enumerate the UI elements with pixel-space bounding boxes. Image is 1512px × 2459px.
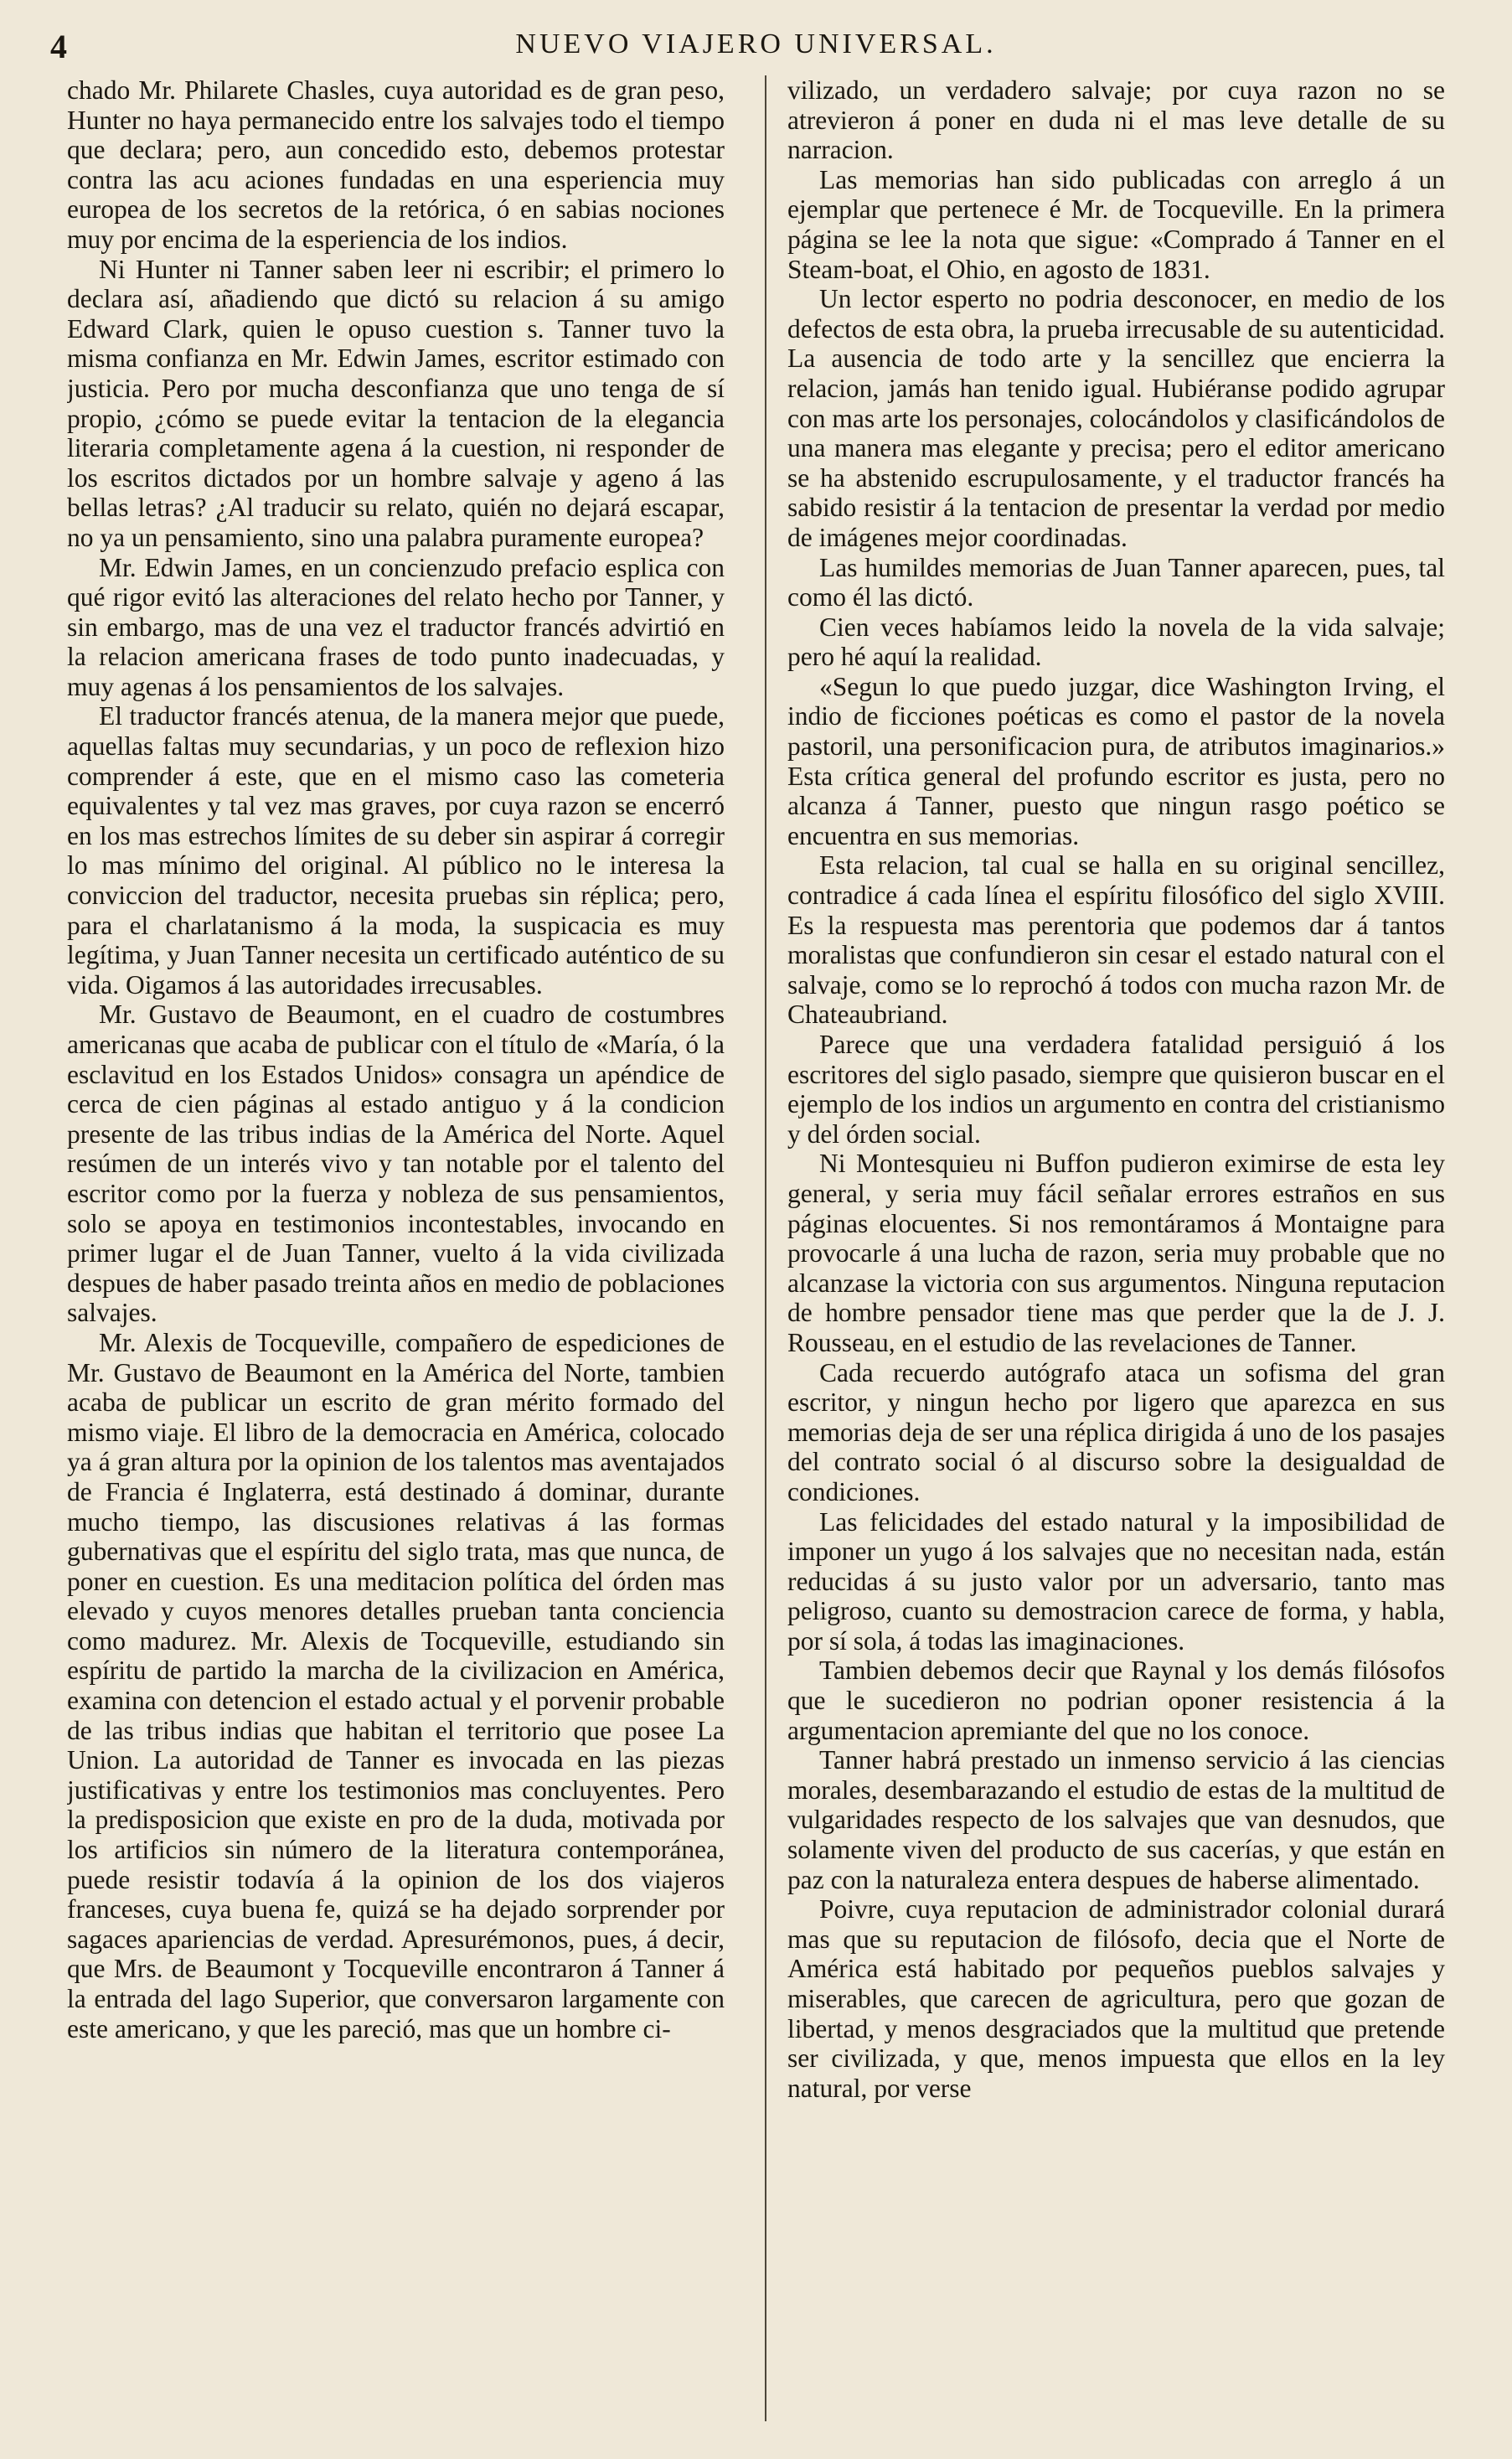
paragraph: Las memorias han sido publicadas con arreglo á un ejemplar que pertenece é Mr. de Tocqueville. En la primera página se lee la nota que sigue: «Comprado á Tanner en el Steam-boat, el Ohio, en agosto de 1831.	[787, 164, 1445, 284]
paragraph: Un lector esperto no podria desconocer, en medio de los defectos de esta obra, la prueba irrecusable de su autenticidad. La ausencia de todo arte y la sencillez que encierra la relacion, jamás han tenido igual. Hubiéranse podido agrupar con mas arte los personajes, colocándolos y clasificándolos de una manera mas elegante y precisa; pero el editor americano se ha abstenido escrupulosamente, y el traductor francés ha sabido resistir á la tentacion de presentar la verdad por medio de imágenes mejor coordinadas.	[787, 284, 1445, 552]
paragraph: Tambien debemos decir que Raynal y los demás filósofos que le sucedieron no podrian oponer resistencia á la argumentacion apremiante del que no los conoce.	[787, 1656, 1445, 1745]
right-column	[787, 75, 1445, 2430]
paragraph: Tanner habrá prestado un inmenso servicio á las ciencias morales, desembarazando el estudio de estas de la multitud de vulgaridades respecto de los salvajes que van desnudos, que solamente viven del producto de sus cacerías, y que están en paz con la naturaleza entera despues de haberse alimentado.	[787, 1745, 1445, 1894]
left-column	[67, 75, 725, 2430]
paragraph: Cada recuerdo autógrafo ataca un sofisma del gran escritor, y ningun hecho por ligero que aparezca en sus memorias deja de ser una réplica dirigida á uno de los pasajes del contrato social ó al discurso sobre la desigualdad de condiciones.	[787, 1357, 1445, 1506]
column-divider	[765, 75, 766, 2421]
paragraph: Poivre, cuya reputacion de administrador colonial durará mas que su reputacion de filósofo, decia que el Norte de América está habitado por pequeños pueblos salvajes y miserables, que carecen de agricultura, pero que gozan de libertad, y menos desgraciados que la multitud que pretende ser civilizada, y que, menos impuesta que ellos en la ley natural, por verse	[787, 1894, 1445, 2103]
page-header	[50, 23, 1462, 70]
paragraph: Mr. Edwin James, en un concienzudo prefacio esplica con qué rigor evitó las alteraciones del relato hecho por Tanner, y sin embargo, mas de una vez el traductor francés advirtió en la relacion americana frases de todo punto inadecuadas, y muy agenas á los pensamientos de los salvajes.	[67, 552, 725, 701]
paragraph: El traductor francés atenua, de la manera mejor que puede, aquellas faltas muy secundarias, y un poco de reflexion hizo comprender á este, que en el mismo caso las cometeria equivalentes y tal vez mas graves, por cuya razon se encerró en los mas estrechos límites de su deber sin aspirar á corregir lo mas mínimo del original. Al público no le interesa la conviccion del traductor, necesita pruebas sin réplica; pero, para el charlatanismo á la moda, la suspicacia es muy legítima, y Juan Tanner necesita un certificado auténtico de su vida. Oigamos á las autoridades irrecusables.	[67, 701, 725, 1000]
paragraph: «Segun lo que puedo juzgar, dice Washington Irving, el indio de ficciones poéticas es como el pastor de la novela pastoril, una personificacion pura, de atributos imaginarios.» Esta crítica general del profundo escritor es justa, pero no alcanza á Tanner, puesto que ningun rasgo poético se encuentra en sus memorias.	[787, 671, 1445, 850]
paragraph: Mr. Gustavo de Beaumont, en el cuadro de costumbres americanas que acaba de publicar con el título de «María, ó la esclavitud en los Estados Unidos» consagra un apéndice de cerca de cien páginas al estado antiguo y á la condicion presente de las tribus indias de la América del Norte. Aquel resúmen de un interés vivo y tan notable por el talento del escritor como por la fuerza y nobleza de sus pensamientos, solo se apoya en testimonios incontestables, invocando en primer lugar el de Juan Tanner, vuelto á la vida civilizada despues de haber pasado treinta años en medio de poblaciones salvajes.	[67, 1000, 725, 1328]
paragraph: Ni Montesquieu ni Buffon pudieron eximirse de esta ley general, y seria muy fácil señalar errores estraños en sus páginas elocuentes. Si nos remontáramos á Montaigne para provocarle á una lucha de razon, seria muy probable que no alcanzase la victoria con sus argumentos. Ninguna reputacion de hombre pensador tiene mas que perder que la de J. J. Rousseau, en el estudio de las revelaciones de Tanner.	[787, 1149, 1445, 1357]
paragraph: Ni Hunter ni Tanner saben leer ni escribir; el primero lo declara así, añadiendo que dictó su relacion á su amigo Edward Clark, quien le opuso cuestion s. Tanner tuvo la misma confianza en Mr. Edwin James, escritor estimado con justicia. Pero por mucha desconfianza que uno tenga de sí propio, ¿cómo se puede evitar la tentacion de la elegancia literaria completamente agena á la cuestion, ni responder de los escritos dictados por un hombre salvaje y ageno á las bellas letras? ¿Al traducir su relato, quién no dejará escapar, no ya un pensamiento, sino una palabra puramente europea?	[67, 254, 725, 552]
paragraph: Mr. Alexis de Tocqueville, compañero de espediciones de Mr. Gustavo de Beaumont en la América del Norte, tambien acaba de publicar un escrito de gran mérito formado del mismo viaje. El libro de la democracia en América, colocado ya á gran altura por la opinion de los talentos mas aventajados de Francia é Inglaterra, está destinado á dominar, durante mucho tiempo, las discusiones relativas á las formas gubernativas que el espíritu del siglo trata, mas que nunca, de poner en cuestion. Es una meditacion política del órden mas elevado y cuyos menores detalles prueban tanta conciencia como madurez. Mr. Alexis de Tocqueville, estudiando sin espíritu de partido la marcha de la civilizacion en América, examina con detencion el estado actual y el porvenir probable de las tribus indias que habitan el territorio que posee La Union. La autoridad de Tanner es invocada en las piezas justificativas y entre los testimonios mas concluyentes. Pero la predisposicion que existe en pro de la duda, motivada por los artificios sin número de la literatura contemporánea, puede resistir todavía á la opinion de los dos viajeros franceses, cuya buena fe, quizá se ha dejado sorprender por sagaces apariencias de verdad. Apresurémonos, pues, á decir, que Mrs. de Beaumont y Tocqueville encontraron á Tanner á la entrada del lago Superior, que conversaron largamente con este americano, y que les pareció, mas que un hombre ci-	[67, 1327, 725, 2043]
paragraph: Las humildes memorias de Juan Tanner aparecen, pues, tal como él las dictó.	[787, 552, 1445, 612]
paragraph: Parece que una verdadera fatalidad persiguió á los escritores del siglo pasado, siempre que quisieron buscar en el ejemplo de los indios un argumento en contra del cristianismo y del órden social.	[787, 1030, 1445, 1149]
paragraph: Cien veces habíamos leido la novela de la vida salvaje; pero hé aquí la realidad.	[787, 612, 1445, 672]
paragraph: vilizado, un verdadero salvaje; por cuya razon no se atrevieron á poner en duda ni el mas leve detalle de su narracion.	[787, 75, 1445, 165]
page-number: 4	[50, 28, 67, 65]
paragraph: Las felicidades del estado natural y la imposibilidad de imponer un yugo á los salvajes que no necesitan nada, están reducidas á su justo valor por un adversario, tanto mas peligroso, cuanto su demostracion carece de forma, y habla, por sí sola, á todas las imaginaciones.	[787, 1506, 1445, 1656]
paragraph: chado Mr. Philarete Chasles, cuya autoridad es de gran peso, Hunter no haya permanecido entre los salvajes todo el tiempo que declara; pero, aun concedido esto, debemos protestar contra las acu aciones fundadas en una esperiencia muy europea de los secretos de la retórica, ó en sabias nociones muy por encima de la esperiencia de los indios.	[67, 75, 725, 254]
paragraph: Esta relacion, tal cual se halla en su original sencillez, contradice á cada línea el espíritu filosófico del siglo XVIII. Es la respuesta mas perentoria que podemos dar á tantos moralistas que confundieron sin cesar el estado natural con el salvaje, como se lo reprochó á todos con mucha razon Mr. de Chateaubriand.	[787, 850, 1445, 1030]
running-title: NUEVO VIAJERO UNIVERSAL.	[515, 28, 997, 59]
